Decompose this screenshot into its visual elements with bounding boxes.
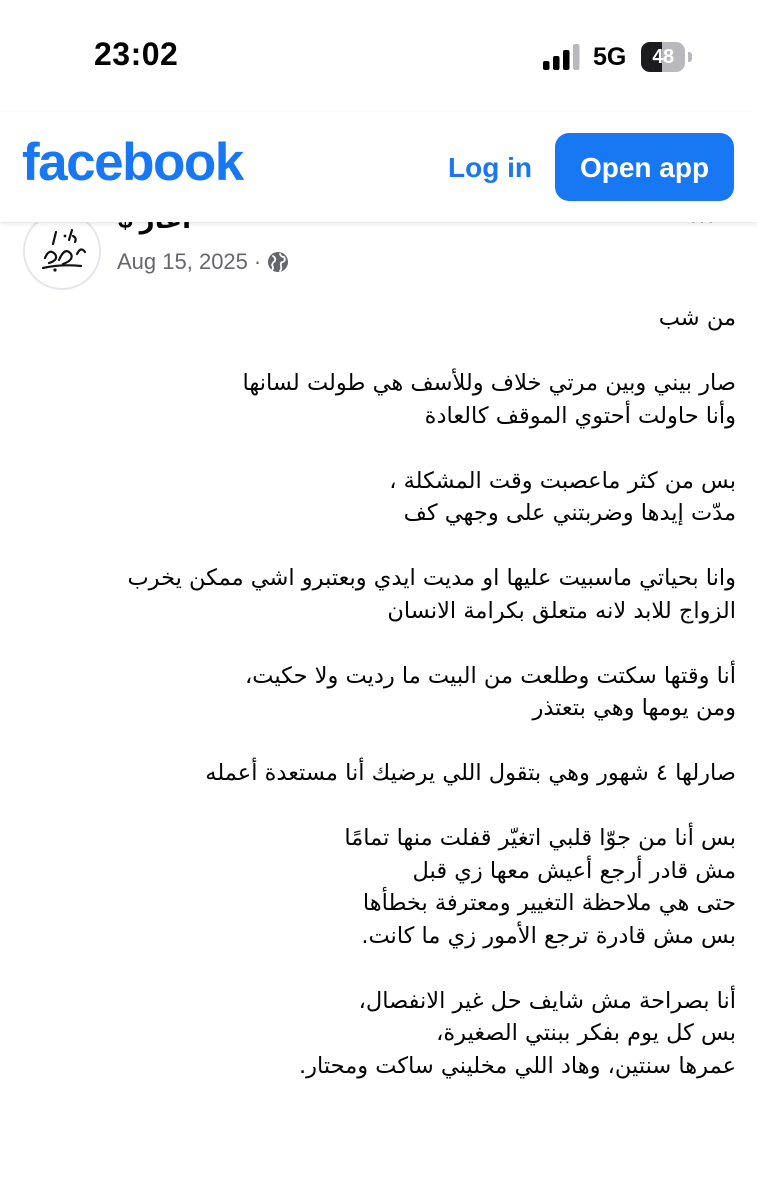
cellular-signal-icon: [543, 44, 581, 70]
post-paragraph: [20, 367, 736, 432]
post-line: ومن يومها وهي بتعتذر: [532, 695, 736, 721]
post-line: من شب: [658, 305, 736, 331]
post-text: [20, 302, 736, 1115]
post-paragraph: [20, 465, 736, 530]
post-meta: [117, 248, 289, 276]
avatar[interactable]: [23, 212, 101, 290]
post-line: بس مش قادرة ترجع الأمور زي ما كانت.: [361, 922, 736, 949]
post-paragraph: [20, 302, 736, 335]
post-paragraph: [20, 985, 736, 1083]
post-line: مدّت إيدها وضربتني على وجهي كف: [403, 500, 736, 526]
post-line: حتى هي ملاحظة التغيير ومعترفة بخطأها: [362, 890, 736, 916]
meta-separator: ·: [253, 249, 262, 274]
post-line: بس من كثر ماعصبت وقت المشكلة ،: [389, 467, 736, 494]
post-line: أنا وقتها سكتت وطلعت من البيت ما رديت ولا حكيت،: [245, 662, 736, 689]
post-line: وأنا حاولت أحتوي الموقف كالعادة: [424, 402, 736, 429]
post-line: بس أنا من جوّا قلبي اتغيّر قفلت منها تمامًا: [344, 825, 736, 851]
network-type: 5G: [593, 43, 627, 71]
post-line: صارلها ٤ شهور وهي بتقول اللي يرضيك أنا مستعدة أعمله: [205, 760, 736, 786]
status-time: 23:02: [94, 36, 179, 72]
globe-icon: [267, 251, 289, 273]
post-line: الزواج للابد لانه متعلق بكرامة الانسان: [387, 597, 736, 624]
post-paragraph: [20, 562, 736, 627]
battery-level: 48: [652, 46, 674, 68]
post-paragraph: [20, 660, 736, 725]
post-line: وانا بحياتي ماسبيت عليها او مديت ايدي وبعتبرو اشي ممكن يخرب: [127, 565, 736, 591]
post-line: بس كل يوم بفكر ببنتي الصغيرة،: [436, 1020, 736, 1046]
open-app-button[interactable]: Open app: [555, 133, 734, 201]
post-line: مش قادر أرجع أعيش معها زي قبل: [412, 857, 736, 884]
battery-body: [641, 42, 685, 72]
post-line: عمرها سنتين، وهاد اللي مخليني ساكت ومحتار.: [299, 1052, 736, 1079]
status-bar: [0, 0, 757, 112]
avatar-calligraphy-icon: [25, 214, 99, 288]
facebook-header: [0, 112, 757, 222]
post-date[interactable]: Aug 15, 2025: [117, 249, 248, 274]
facebook-logo[interactable]: facebook: [22, 133, 243, 192]
battery-icon: [641, 42, 693, 72]
post-paragraph: [20, 757, 736, 790]
post-paragraph: [20, 822, 736, 952]
login-link[interactable]: Log in: [448, 152, 532, 183]
post-line: صار بيني وبين مرتي خلاف وللأسف هي طولت لسانها: [242, 370, 736, 396]
battery-tip: [688, 52, 692, 62]
post-line: أنا بصراحة مش شايف حل غير الانفصال،: [358, 987, 736, 1014]
